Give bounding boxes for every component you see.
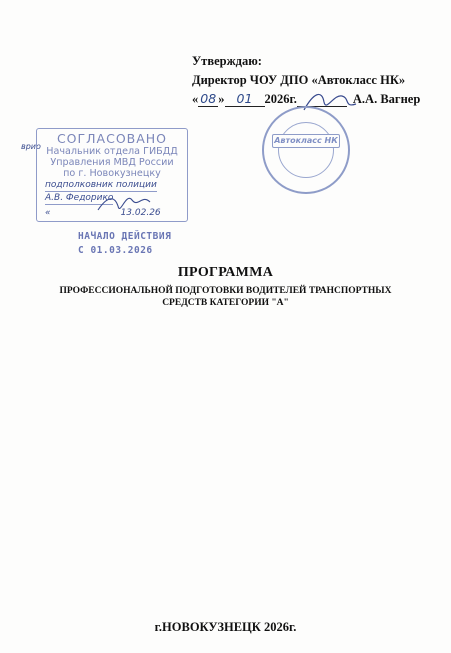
document-title: ПРОГРАММА xyxy=(177,265,274,280)
acting-note: врио xyxy=(21,142,41,151)
stamp-signature xyxy=(96,188,154,218)
start-stamp-line-2: С 01.03.2026 xyxy=(78,245,153,256)
start-date-stamp xyxy=(78,230,178,258)
stamp-title: СОГЛАСОВАНО xyxy=(56,131,168,146)
seal-inner-ring xyxy=(278,122,334,178)
approval-day: 08 xyxy=(200,91,217,106)
document-subtitle: ПРОФЕССИОНАЛЬНОЙ ПОДГОТОВКИ ВОДИТЕЛЕЙ ТРАНСПОРТНЫХ СРЕДСТВ КАТЕГОРИИ "А" xyxy=(59,286,392,308)
stamp-line-3: по г. Новокузнецку xyxy=(63,168,161,179)
stamp-hand-position: подполковник полиции xyxy=(45,180,157,190)
director-name: А.А. Вагнер xyxy=(352,92,421,106)
approval-month: 01 xyxy=(236,91,253,106)
approval-label: Утверждаю: xyxy=(192,54,262,68)
organization-seal xyxy=(262,106,350,194)
stamp-date-prefix: « xyxy=(45,208,51,218)
seal-center-text: Автокласс НК xyxy=(272,134,340,148)
stamp-hand-date: 13.02.26 xyxy=(120,208,161,218)
stamp-line-1: Начальник отдела ГИБДД xyxy=(46,146,178,157)
start-stamp-line-1: НАЧАЛО ДЕЙСТВИЯ xyxy=(78,231,172,242)
date-open-quote: « xyxy=(192,92,199,106)
stamp-line-2: Управления МВД России xyxy=(50,157,174,168)
document-footer: г.НОВОКУЗНЕЦК 2026г. xyxy=(154,620,297,634)
date-close-quote: » xyxy=(218,92,225,106)
approval-year: 2026г. xyxy=(264,92,297,106)
stamp-hand-name: А.В. Федорико xyxy=(45,193,114,203)
director-title: Директор ЧОУ ДПО «Автокласс НК» xyxy=(192,73,406,87)
